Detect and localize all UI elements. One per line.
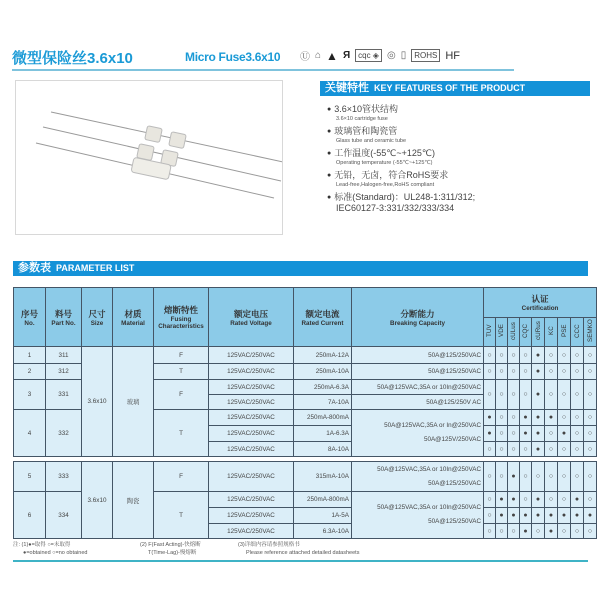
cert-status-cqc: ○ [520,442,532,457]
cell-no: 2 [14,364,46,380]
feature-item [327,126,597,145]
cert-status-ccc: ○ [571,442,584,457]
cert-status-pse: ● [558,426,571,442]
cert-status-vde: ○ [496,410,508,426]
table-row [14,462,597,492]
cell-fusing: F [154,347,209,364]
cert-status-semko: ○ [584,380,597,410]
table-notes [13,541,593,557]
hf-badge: HF [445,49,460,62]
cert-status-pse: ○ [558,524,571,539]
cell-material: 玻璃 [113,347,154,457]
cert-status-tuv: ○ [484,524,496,539]
pse-logo-icon: ▲ [326,48,338,63]
cell-rated-current: 8A-10A [294,442,352,457]
cert-status-culus: ○ [508,347,520,364]
cell-rated-current: 315mA-10A [294,462,352,492]
cell-rated-voltage: 125VAC/250VAC [209,380,294,395]
note-1: 注: (1)●=取得 ○=未取得 ●=obtained ○=no obtained [13,542,88,556]
cert-status-semko: ○ [584,524,597,539]
cell-rated-current: 7A-10A [294,395,352,410]
cert-status-curus: ● [532,426,545,442]
breaking-line: 50A@125VAC,35A or 10In@250VAC [377,465,481,473]
cell-fusing: T [154,492,209,539]
cert-status-ccc: ○ [571,380,584,410]
cell-rated-current: 1A-6.3A [294,426,352,442]
cell-part-no: 333 [46,462,82,492]
cert-status-ccc: ○ [571,410,584,426]
cert-col-kc: KC [545,318,558,347]
cert-status-vde: ● [496,492,508,508]
cert-status-ccc: ○ [571,364,584,380]
cert-status-semko: ○ [584,492,597,508]
cert-status-kc: ○ [545,462,558,492]
cell-no: 4 [14,410,46,457]
cert-status-tuv: ○ [484,508,496,524]
cell-fusing: T [154,410,209,457]
cert-col-tuv: TUV [484,318,496,347]
cert-status-pse: ○ [558,492,571,508]
kc-logo-icon: ▯ [400,50,407,61]
cert-status-tuv: ○ [484,462,496,492]
cert-status-curus: ● [532,380,545,410]
cert-status-ccc: ● [571,492,584,508]
cell-fusing: T [154,364,209,380]
col-header-fusing: 熔断特性 Fusing Characteristics [154,288,209,347]
breaking-line: 50A@125VAC,35A or In@250VAC [384,422,481,429]
col-header-certification: 认证 Certification [484,288,597,318]
cert-status-culus: ● [508,508,520,524]
cert-status-pse: ○ [558,462,571,492]
note-3: (3)详细内容请参照规格书 Please reference attached detailed datasheets [238,542,360,556]
cert-status-kc: ● [545,410,558,426]
cell-breaking-capacity [352,492,484,539]
cert-status-pse: ○ [558,364,571,380]
product-photo [15,80,283,235]
cell-no: 1 [14,347,46,364]
cert-status-culus: ○ [508,380,520,410]
cert-status-curus: ● [532,508,545,524]
note-2: (2) F(Fast Acting)-快熔断 T(Time-Lag)-慢熔断 [140,542,201,556]
col-header-material: 材质 Material [113,288,154,347]
cert-status-cqc: ○ [520,492,532,508]
cert-status-semko: ○ [584,410,597,426]
breaking-line: 50A@125/250VAC [428,518,481,525]
rohs-badge: ROHS [411,49,440,62]
cert-status-ccc: ○ [571,462,584,492]
breaking-line: 50A@125V/250VAC [423,436,481,443]
cert-status-ccc: ○ [571,347,584,364]
cert-status-kc: ○ [545,492,558,508]
cell-breaking-capacity: 50A@125/250VAC [352,347,484,364]
cert-status-pse: ○ [558,410,571,426]
col-header-no: 序号 No. [14,288,46,347]
cell-rated-voltage: 125VAC/250VAC [209,347,294,364]
cell-part-no: 334 [46,492,82,539]
cell-fusing: F [154,462,209,492]
cert-status-semko: ○ [584,426,597,442]
cert-status-cqc: ● [520,508,532,524]
cert-status-semko: ○ [584,462,597,492]
feature-en: Lead-free,Halogen-free,RoHS compliant [336,182,435,188]
key-features-list [327,104,597,217]
feature-en: 3.6×10 cartridge fuse [336,116,388,122]
cert-col-semko: SEMKO [584,318,597,347]
cert-status-pse: ○ [558,347,571,364]
feature-item [327,192,597,214]
cert-status-curus: ● [532,364,545,380]
col-header-part-no: 料号 Part No. [46,288,82,347]
cert-status-culus: ● [508,492,520,508]
cert-col-curus: cURus [532,318,545,347]
key-features-title-en: KEY FEATURES OF THE PRODUCT [374,83,526,93]
cert-status-semko: ○ [584,442,597,457]
cell-rated-current: 1A-5A [294,508,352,524]
cell-rated-current: 250mA-10A [294,364,352,380]
cert-col-ccc: CCC [571,318,584,347]
cert-status-cqc: ○ [520,462,532,492]
cert-status-pse: ○ [558,442,571,457]
cell-rated-voltage: 125VAC/250VAC [209,442,294,457]
cell-part-no: 312 [46,364,82,380]
cert-status-culus: ○ [508,364,520,380]
curus-logo-icon: Я [342,50,351,61]
cert-status-kc: ● [545,524,558,539]
footer-divider [13,560,588,562]
cell-no: 3 [14,380,46,410]
cert-status-vde: ○ [496,364,508,380]
cell-rated-voltage: 125VAC/250VAC [209,395,294,410]
cert-status-curus: ● [532,492,545,508]
col-header-rated-voltage: 额定电压 Rated Voltage [209,288,294,347]
cell-breaking-capacity [352,462,484,492]
culus-logo-icon: Ⓤ [300,52,310,63]
cert-status-culus: ● [508,462,520,492]
cert-status-ccc: ● [571,508,584,524]
feature-en: Glass tube and ceramic tube [336,138,407,144]
cqc-logo-icon: cqc ◈ [355,49,382,62]
cert-status-ccc: ○ [571,524,584,539]
cert-col-culus: cULus [508,318,520,347]
cell-rated-voltage: 125VAC/250VAC [209,410,294,426]
key-features-title-cn: 关键特性 [325,82,369,94]
cert-status-vde: ○ [496,462,508,492]
cert-status-curus: ● [532,347,545,364]
cert-col-cqc: CQC [520,318,532,347]
feature-cn: ● 3.6×10管状结构 [327,104,597,115]
breaking-line: 50A@125/250VAC [428,479,481,487]
cert-status-semko: ○ [584,364,597,380]
cell-part-no: 311 [46,347,82,364]
cert-status-curus: ○ [532,524,545,539]
cert-status-vde: ○ [496,347,508,364]
product-title-en: Micro Fuse3.6x10 [185,50,281,64]
col-header-rated-current: 额定电流 Rated Current [294,288,352,347]
cert-status-vde: ● [496,508,508,524]
cell-rated-current: 250mA-12A [294,347,352,364]
cert-status-ccc: ○ [571,426,584,442]
fuse-image-icon [16,81,282,234]
col-header-size: 尺寸 Size [82,288,113,347]
cell-rated-voltage: 125VAC/250VAC [209,508,294,524]
cell-rated-voltage: 125VAC/250VAC [209,462,294,492]
cert-status-culus: ○ [508,524,520,539]
cert-status-culus: ○ [508,442,520,457]
cell-no: 6 [14,492,46,539]
cert-status-tuv: ○ [484,364,496,380]
breaking-line: 50A@125VAC,35A or 10In@250VAC [377,504,481,511]
product-title-cn: 微型保险丝3.6x10 [12,50,133,67]
feature-cn-continued: IEC60127-3:331/332/333/334 [336,203,455,213]
feature-item [327,104,597,123]
cert-status-vde: ○ [496,524,508,539]
cert-status-vde: ○ [496,426,508,442]
parameter-list-header [13,261,588,276]
cert-status-semko: ● [584,508,597,524]
parameter-list-title-cn: 参数表 [18,262,51,274]
feature-cn: ● 无铅，无卤，符合RoHS要求 [327,170,597,181]
cell-rated-current: 250mA-800mA [294,492,352,508]
cert-status-curus: ○ [532,462,545,492]
cert-status-vde: ○ [496,380,508,410]
ccc-logo-icon: ◎ [386,50,396,61]
cert-status-kc: ● [545,508,558,524]
parameter-list-title-en: PARAMETER LIST [56,263,135,273]
cell-part-no: 331 [46,380,82,410]
cell-breaking-capacity [352,410,484,457]
certification-logos [300,48,460,63]
cell-rated-voltage: 125VAC/250VAC [209,524,294,539]
cert-status-culus: ○ [508,410,520,426]
col-header-breaking-capacity: 分断能力 Breaking Capacity [352,288,484,347]
cell-breaking-capacity: 50A@125/250VAC [352,364,484,380]
feature-cn: ● 标准(Standard)：UL248-1:311/312; [327,192,597,203]
cert-status-tuv: ● [484,426,496,442]
cert-status-tuv: ○ [484,380,496,410]
cell-rated-current: 6.3A-10A [294,524,352,539]
cert-status-cqc: ○ [520,347,532,364]
cell-no: 5 [14,462,46,492]
cert-col-pse: PSE [558,318,571,347]
cert-status-cqc: ○ [520,380,532,410]
cert-status-curus: ● [532,442,545,457]
table-row [14,347,597,364]
cell-rated-voltage: 125VAC/250VAC [209,364,294,380]
cert-status-pse: ○ [558,380,571,410]
cert-status-cqc: ○ [520,364,532,380]
cert-status-tuv: ○ [484,442,496,457]
cert-status-semko: ○ [584,347,597,364]
cert-status-cqc: ● [520,524,532,539]
feature-cn: ● 工作温度(-55℃~+125℃) [327,148,597,159]
cert-status-kc: ○ [545,364,558,380]
cell-fusing: F [154,380,209,410]
cert-status-curus: ● [532,410,545,426]
cert-status-tuv: ○ [484,492,496,508]
feature-en: Operating temperature (-55℃~+125℃) [336,160,433,166]
cell-size: 3.6x10 [82,347,113,457]
cert-status-vde: ○ [496,442,508,457]
cell-rated-current: 250mA-800mA [294,410,352,426]
cert-status-tuv: ○ [484,347,496,364]
cell-breaking-capacity: 50A@125/250V AC [352,395,484,410]
cert-status-culus: ○ [508,426,520,442]
cell-rated-voltage: 125VAC/250VAC [209,492,294,508]
cert-status-kc: ○ [545,442,558,457]
feature-item [327,148,597,167]
header-divider [12,69,514,71]
cell-size: 3.6x10 [82,462,113,539]
feature-cn: ● 玻璃管和陶瓷管 [327,126,597,137]
parameter-table [13,287,597,539]
cell-material: 陶瓷 [113,462,154,539]
cell-breaking-capacity: 50A@125VAC,35A or 10In@250VAC [352,380,484,395]
cert-status-kc: ○ [545,380,558,410]
cell-rated-voltage: 125VAC/250VAC [209,426,294,442]
cert-status-tuv: ● [484,410,496,426]
feature-item [327,170,597,189]
cert-status-cqc: ● [520,410,532,426]
key-features-header [320,81,590,96]
cert-col-vde: VDE [496,318,508,347]
cell-rated-current: 250mA-6.3A [294,380,352,395]
cert-status-kc: ○ [545,347,558,364]
cert-status-kc: ○ [545,426,558,442]
vde-logo-icon: ⌂ [315,50,322,61]
cert-status-cqc: ● [520,426,532,442]
cert-status-pse: ● [558,508,571,524]
cell-part-no: 332 [46,410,82,457]
